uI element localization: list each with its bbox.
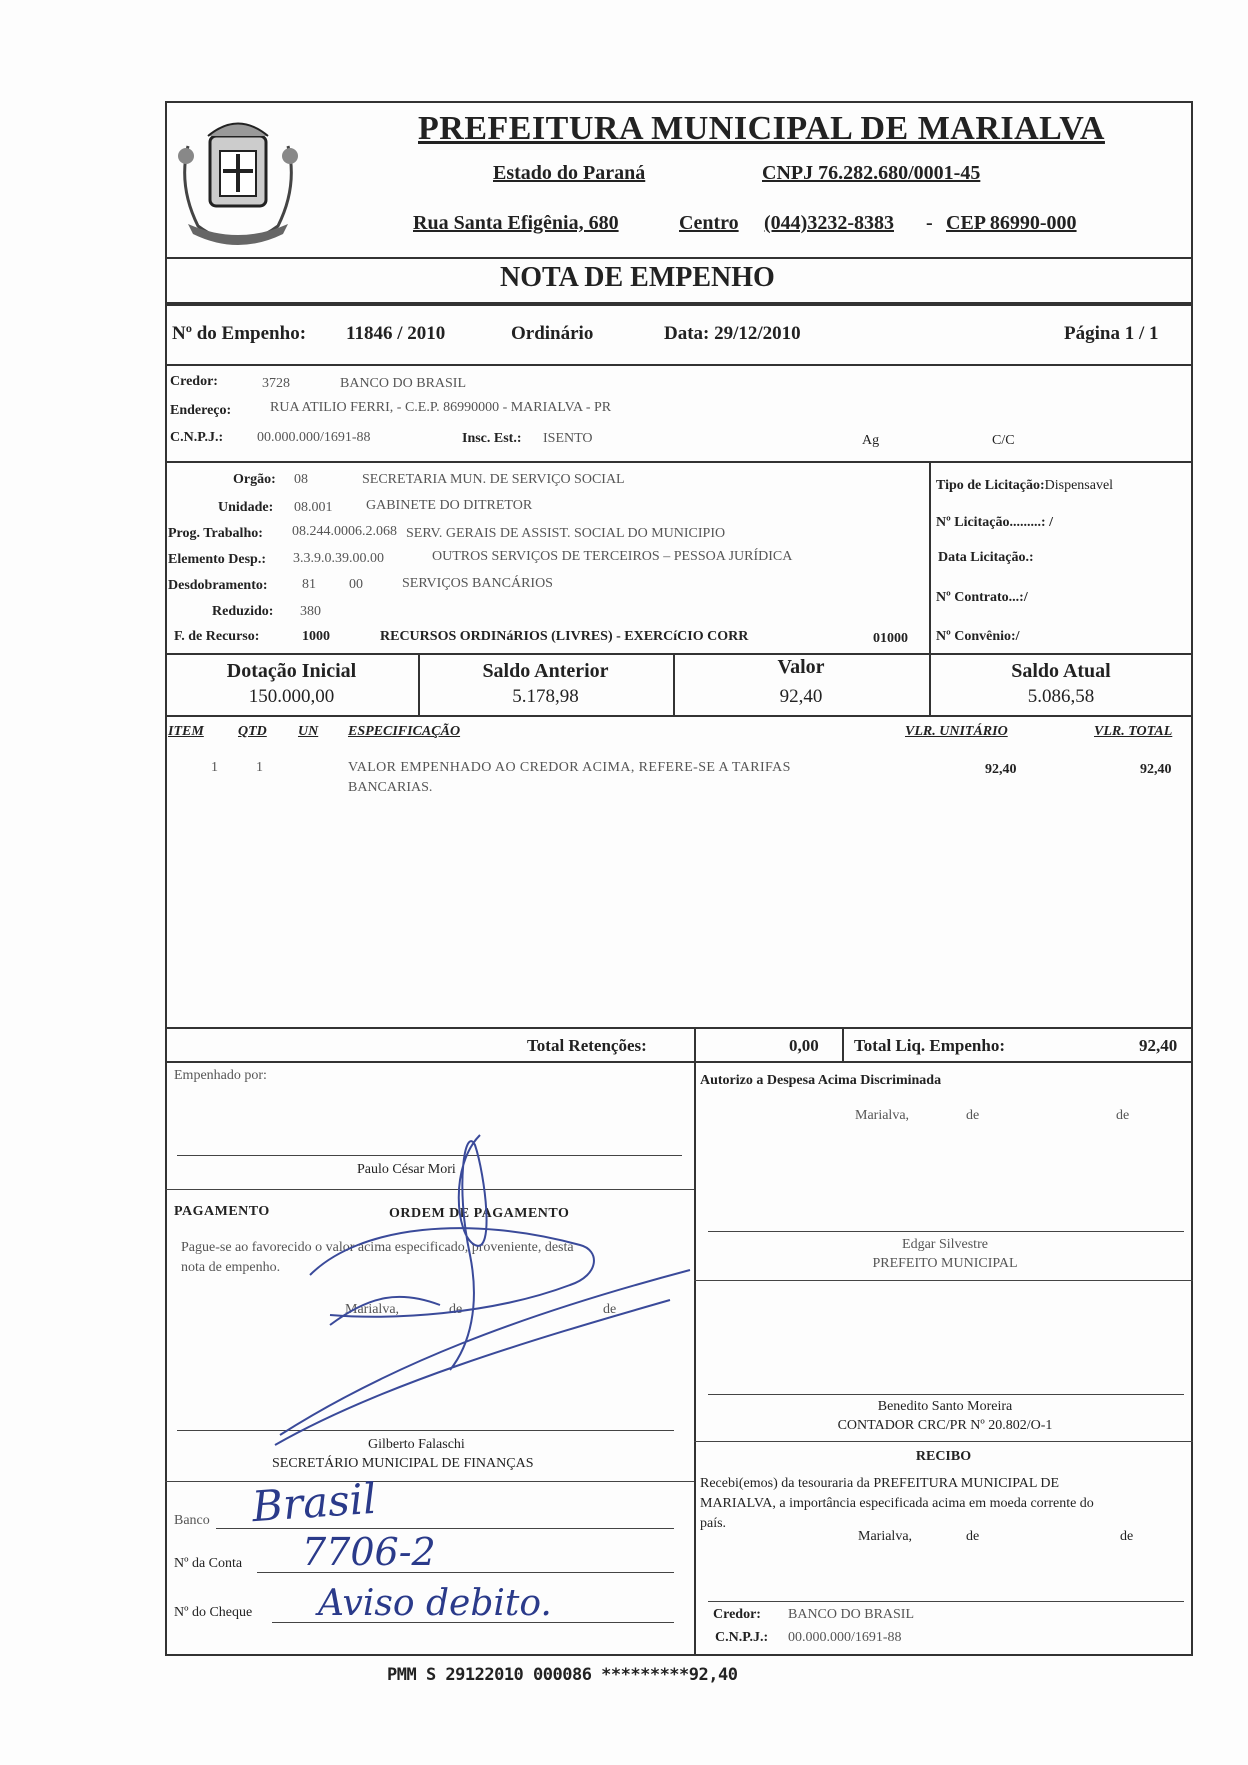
orgao-code: 08 [294,472,308,487]
item-desc-line1: VALOR EMPENHADO AO CREDOR ACIMA, REFERE-SE A TARIFAS [348,760,791,775]
divider [929,461,931,653]
recibo-text-line1: Recebi(emos) da tesouraria da PREFEITURA MUNICIPAL DE [700,1476,1060,1491]
signature-line [708,1394,1184,1395]
recibo-label: RECIBO [915,1449,972,1464]
col-vlr-total: VLR. TOTAL [1094,724,1173,739]
conta-corrente-label: C/C [992,433,1015,448]
empenho-number-label: Nº do Empenho: [172,323,307,344]
secretario-name: Gilberto Falaschi [368,1437,465,1452]
unidade-desc: GABINETE DO DITRETOR [366,498,533,513]
num-convenio: Nº Convênio:/ [936,629,1020,644]
page-title: PREFEITURA MUNICIPAL DE MARIALVA [418,110,1105,147]
pagamento-label: PAGAMENTO [174,1204,270,1219]
saldo-atual-label: Saldo Atual [1011,660,1111,682]
prog-code: 08.244.0006.2.068 [292,524,397,539]
credor-name: BANCO DO BRASIL [340,376,467,391]
divider [165,715,1193,717]
empenhado-name: Paulo César Mori [357,1162,456,1177]
ordem-pagamento-label: ORDEM DE PAGAMENTO [389,1206,570,1221]
orgao-label: Orgão: [233,472,276,487]
empenho-type: Ordinário [511,323,594,344]
recibo-text-line2: MARIALVA, a importância especificada acima em moeda corrente do [700,1496,1094,1511]
phone-label: (044)3232-8383 [764,212,894,234]
insc-label: Insc. Est.: [462,431,522,446]
recibo-de1: de [966,1529,980,1544]
elemento-label: Elemento Desp.: [168,552,266,567]
divider [165,461,1193,463]
cnpj-label: CNPJ 76.282.680/0001-45 [762,162,981,184]
col-item: ITEM [168,724,204,739]
item-vlr-unitario: 92,40 [985,762,1017,777]
divider [165,1027,1193,1029]
divider [694,1441,1193,1442]
recibo-marialva: Marialva, [858,1529,913,1544]
credor-code: 3728 [262,376,290,391]
tipo-licitacao-value: Dispensavel [1044,478,1114,493]
total-retencoes-value: 0,00 [789,1036,819,1055]
cep-label: CEP 86990-000 [946,212,1077,234]
autenticacao-stamp: PMM S 29122010 000086 *********92,40 [387,1665,738,1685]
prog-label: Prog. Trabalho: [168,526,263,541]
data-licitacao: Data Licitação.: [938,550,1034,565]
endereco-label: Endereço: [170,403,232,418]
empenhado-label: Empenhado por: [174,1068,267,1083]
cnpj-field-label: C.N.P.J.: [170,430,224,445]
contador-name: Benedito Santo Moreira [877,1399,1013,1414]
pague-text-line2: nota de empenho. [181,1260,281,1275]
coat-of-arms-logo [168,106,308,256]
elemento-desc: OUTROS SERVIÇOS DE TERCEIROS – PESSOA JURÍDICA [432,549,793,564]
reduzido-label: Reduzido: [212,604,274,619]
autorizo-de1: de [966,1108,980,1123]
item-vlr-total: 92,40 [1140,762,1172,777]
cheque-handwriting: Aviso debito. [318,1583,552,1624]
divider [165,302,1193,306]
dotacao-inicial-value: 150.000,00 [248,686,335,707]
recibo-cnpj-label: C.N.P.J.: [715,1630,769,1645]
recibo-credor-label: Credor: [713,1607,761,1622]
cnpj-value: 00.000.000/1691-88 [257,430,371,445]
autorizo-marialva: Marialva, [855,1108,910,1123]
divider [694,1027,696,1061]
autorizo-de2: de [1116,1108,1130,1123]
elemento-code: 3.3.9.0.39.00.00 [293,551,384,566]
ordem-de1: de [449,1302,463,1317]
item-desc-line2: BANCARIAS. [348,780,433,795]
divider [842,1027,844,1061]
unidade-label: Unidade: [218,500,274,515]
ordem-marialva: Marialva, [345,1302,400,1317]
divider [165,257,1193,259]
signature-scribble [270,1125,730,1465]
secretario-title: SECRETÁRIO MUNICIPAL DE FINANÇAS [272,1456,534,1471]
signature-line [708,1601,1184,1602]
total-liq-label: Total Liq. Empenho: [854,1036,1005,1055]
ordem-de2: de [603,1302,617,1317]
item-qtd: 1 [256,760,263,775]
item-number: 1 [211,760,218,775]
num-licitacao: Nº Licitação.........: / [936,515,1053,530]
col-un: UN [298,724,319,739]
col-qtd: QTD [238,724,267,739]
dotacao-inicial-label: Dotação Inicial [226,660,357,682]
fonte-label: F. de Recurso: [174,629,260,644]
page-number: Página 1 / 1 [1064,323,1159,344]
empenho-number: 11846 / 2010 [346,323,446,344]
state-label: Estado do Paraná [493,162,646,184]
cheque-label: Nº do Cheque [174,1605,253,1620]
fonte-code: 1000 [302,629,330,644]
empenho-date: Data: 29/12/2010 [664,323,801,344]
fonte-desc: RECURSOS ORDINáRIOS (LIVRES) - EXERCíCIO CORR [380,629,749,644]
divider [694,1280,1193,1281]
orgao-desc: SECRETARIA MUN. DE SERVIÇO SOCIAL [362,472,625,487]
header-separator: - [926,212,933,234]
banco-label: Banco [174,1513,210,1528]
insc-value: ISENTO [543,431,593,446]
reduzido-code: 380 [300,604,321,619]
tipo-licitacao-label-text: Tipo de Licitação: [936,478,1045,493]
divider [165,1061,1193,1063]
banco-handwriting: Brasil [250,1473,378,1532]
saldo-atual-value: 5.086,58 [1027,686,1095,707]
desdobramento-code1: 81 [302,577,316,592]
desdobramento-code2: 00 [349,577,363,592]
recibo-text-line3: país. [700,1516,727,1531]
conta-handwriting: 7706-2 [302,1530,436,1574]
tipo-licitacao-label [936,478,1113,494]
saldo-anterior-value: 5.178,98 [512,686,579,707]
divider [165,364,1193,366]
endereco-value: RUA ATILIO FERRI, - C.E.P. 86990000 - MARIALVA - PR [270,400,612,415]
autorizo-label: Autorizo a Despesa Acima Discriminada [700,1073,942,1088]
prog-desc: SERV. GERAIS DE ASSIST. SOCIAL DO MUNICIPIO [406,526,726,541]
contador-title: CONTADOR CRC/PR Nº 20.802/O-1 [837,1418,1053,1433]
fonte-num: 01000 [873,631,908,646]
prefeito-title: PREFEITO MUNICIPAL [872,1256,1018,1271]
saldo-anterior-label: Saldo Anterior [482,660,609,682]
col-especificacao: ESPECIFICAÇÃO [348,724,461,739]
conta-label: Nº da Conta [174,1556,243,1571]
district-label: Centro [679,212,739,234]
divider [165,653,1193,655]
total-retencoes-label: Total Retenções: [527,1036,647,1055]
valor-value: 92,40 [779,686,823,707]
valor-label: Valor [777,656,825,678]
divider [165,1481,694,1482]
address-label: Rua Santa Efigênia, 680 [413,212,619,234]
agencia-label: Ag [862,433,880,448]
num-contrato: Nº Contrato...:/ [936,590,1028,605]
credor-label: Credor: [170,374,218,389]
recibo-credor-name: BANCO DO BRASIL [788,1607,915,1622]
pague-text-line1: Pague-se ao favorecido o valor acima especificado, proveniente, desta [181,1240,574,1255]
total-liq-value: 92,40 [1139,1036,1178,1055]
desdobramento-desc: SERVIÇOS BANCÁRIOS [402,576,553,591]
unidade-code: 08.001 [294,500,333,515]
doc-title: NOTA DE EMPENHO [500,262,775,293]
recibo-cnpj-value: 00.000.000/1691-88 [788,1630,902,1645]
recibo-de2: de [1120,1529,1134,1544]
desdobramento-label: Desdobramento: [168,578,268,593]
signature-line [708,1231,1184,1232]
prefeito-name: Edgar Silvestre [902,1237,988,1252]
col-vlr-unitario: VLR. UNITÁRIO [905,724,1008,739]
